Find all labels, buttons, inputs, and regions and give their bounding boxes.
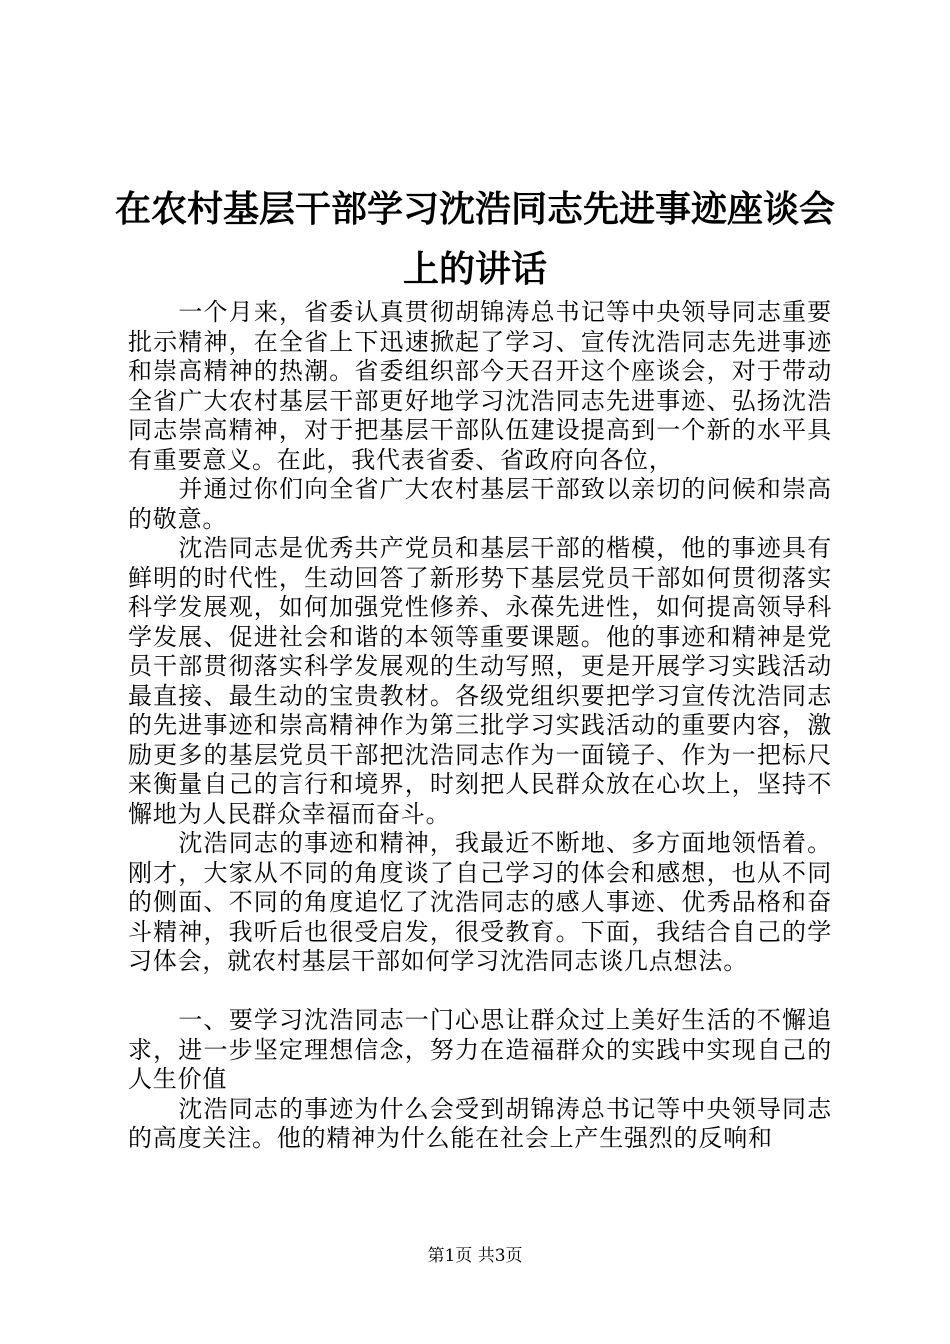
paragraph-role-model: 沈浩同志是优秀共产党员和基层干部的楷模，他的事迹具有鲜明的时代性，生动回答了新形势下基层党员干部如何贯彻落实科学发展观，如何加强党性修养、永葆先进性，如何提高领导科学发展、促进社会和谐的本领等重要课题。他的事迹和精神是党员干部贯彻落实科学发展观的生动写照，更是开展学习实践活动最直接、最生动的宝贵教材。各级党组织要把学习宣传沈浩同志的先进事迹和崇高精神作为第三批学习实践活动的重要内容，激励更多的基层党员干部把沈浩同志作为一面镜子、作为一把标尺来衡量自己的言行和境界，时刻把人民群众放在心坎上，坚持不懈地为人民群众幸福而奋斗。 <box>128 534 832 828</box>
page-footer: 第1页 共3页 <box>427 1246 523 1266</box>
section-heading-1: 一、要学习沈浩同志一门心思让群众过上美好生活的不懈追求，进一步坚定理想信念，努力在造福群众的实践中实现自己的人生价值 <box>128 1006 832 1093</box>
paragraph-greeting: 并通过你们向全省广大农村基层干部致以亲切的问候和崇高的敬意。 <box>128 475 832 533</box>
document-title-line-2: 上的讲话 <box>402 249 547 290</box>
paragraph-section-1: 沈浩同志的事迹为什么会受到胡锦涛总书记等中央领导同志的高度关注。他的精神为什么能在社会上产生强烈的反响和 <box>128 1094 832 1152</box>
document-title-line-1: 在农村基层干部学习沈浩同志先进事迹座谈会 <box>114 189 835 230</box>
paragraph-intro: 一个月来，省委认真贯彻胡锦涛总书记等中央领导同志重要批示精神，在全省上下迅速掀起了学习、宣传沈浩同志先进事迹和崇高精神的热潮。省委组织部今天召开这个座谈会，对于带动全省广大农村基层干部更好地学习沈浩同志先进事迹、弘扬沈浩同志崇高精神，对于把基层干部队伍建设提高到一个新的水平具有重要意义。在此，我代表省委、省政府向各位， <box>128 298 832 474</box>
document-body <box>128 298 832 1154</box>
paragraph-reflection: 沈浩同志的事迹和精神，我最近不断地、多方面地领悟着。刚才，大家从不同的角度谈了自己学习的体会和感想，也从不同的侧面、不同的角度追忆了沈浩同志的感人事迹、优秀品格和奋斗精神，我听后也很受启发，很受教育。下面，我结合自己的学习体会，就农村基层干部如何学习沈浩同志谈几点想法。 <box>128 829 832 975</box>
